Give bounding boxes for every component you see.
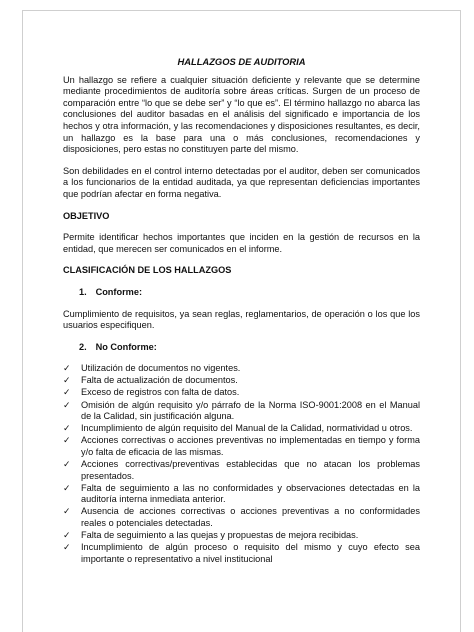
list-item-text: Utilización de documentos no vigentes. [81, 363, 241, 374]
document-title: HALLAZGOS DE AUDITORIA [177, 56, 306, 67]
checkmark-icon: ✓ [63, 542, 71, 553]
no-conforme-label: No Conforme: [95, 341, 157, 352]
no-conforme-subheading [79, 342, 420, 354]
list-item-text: Falta de actualización de documentos. [81, 375, 238, 386]
page-border-right [460, 10, 461, 632]
conforme-label: Conforme: [95, 286, 143, 297]
conforme-subheading [79, 287, 420, 299]
list-item [63, 387, 420, 399]
intro-paragraph-2: Son debilidades en el control interno detectadas por el auditor, deben ser comunicados a los funcionarios de la entidad auditada, ya que representan deficiencias importantes que podrían afectar en forma negativa. [63, 165, 420, 199]
checkmark-icon: ✓ [63, 423, 71, 434]
list-item [63, 483, 420, 506]
list-item-text: Acciones correctivas/preventivas establecidas que no atacan los problemas presentados. [81, 459, 420, 481]
conforme-number: 1. [79, 286, 87, 297]
list-item-text: Ausencia de acciones correctivas o acciones preventivas a no conformidades reales o potenciales detectadas. [81, 506, 420, 528]
list-item-text: Falta de seguimiento a las quejas y propuestas de mejora recibidas. [81, 530, 359, 541]
page-border-top [22, 10, 460, 11]
list-item [63, 530, 420, 542]
objetivo-text: Permite identificar hechos importantes que inciden en la gestión de recursos en la entidad, que merecen ser comunicados en el informe. [63, 232, 420, 254]
list-item [63, 375, 420, 387]
list-item-text: Falta de seguimiento a las no conformidades y observaciones detectadas en la auditoría interna inmediata anterior. [81, 482, 420, 505]
list-item-text: Incumplimiento de algún proceso o requisito del mismo y cuyo efecto sea importante o representativo a nivel institucional [81, 542, 420, 564]
list-item [63, 435, 420, 458]
conforme-text: Cumplimiento de requisitos, ya sean reglas, reglamentarios, de operación o los que los usuarios especifiquen. [63, 308, 420, 331]
list-item [63, 400, 420, 423]
document-content [63, 56, 420, 566]
objetivo-heading: OBJETIVO [63, 210, 110, 221]
checkmark-icon: ✓ [63, 399, 71, 410]
list-item [63, 542, 420, 565]
checkmark-icon: ✓ [63, 387, 71, 398]
list-item [63, 423, 420, 435]
list-item [63, 363, 420, 375]
page-border-left [22, 10, 23, 632]
list-item-text: Acciones correctivas o acciones preventivas no implementadas en tiempo y forma y/o falta de eficacia de las mismas. [81, 435, 420, 457]
checkmark-icon: ✓ [63, 375, 71, 386]
checkmark-icon: ✓ [63, 435, 71, 446]
checkmark-icon: ✓ [63, 482, 71, 493]
checkmark-icon: ✓ [63, 530, 71, 541]
list-item-text: Exceso de registros con falta de datos. [81, 387, 240, 398]
list-item-text: Omisión de algún requisito y/o párrafo de la Norma ISO-9001:2008 en el Manual de la Calidad, sin justificación alguna. [81, 399, 420, 422]
clasificacion-heading: CLASIFICACIÓN DE LOS HALLAZGOS [63, 265, 232, 276]
checkmark-icon: ✓ [63, 459, 71, 470]
checkmark-icon: ✓ [63, 506, 71, 517]
checkmark-icon: ✓ [63, 363, 71, 374]
no-conforme-list [63, 363, 420, 565]
list-item-text: Incumplimiento de algún requisito del Manual de la Calidad, normatividad u otros. [81, 423, 413, 434]
no-conforme-number: 2. [79, 341, 87, 352]
list-item [63, 459, 420, 482]
list-item [63, 506, 420, 529]
intro-paragraph-1: Un hallazgo se refiere a cualquier situación deficiente y relevante que se determine mediante procedimientos de auditoría sobre áreas críticas. Surgen de un proceso de comparación entre “lo que se debe ser” y “lo que es”. El término hallazgo no abarca las conclusiones del auditor basadas en el análisis del significado e importancia de los hechos y otra información, y las recomendaciones y disposiciones resultantes, es decir, un hallazgo es la base para una o más conclusiones, recomendaciones y disposiciones, pero estas no constituyen parte del mismo. [63, 74, 420, 155]
